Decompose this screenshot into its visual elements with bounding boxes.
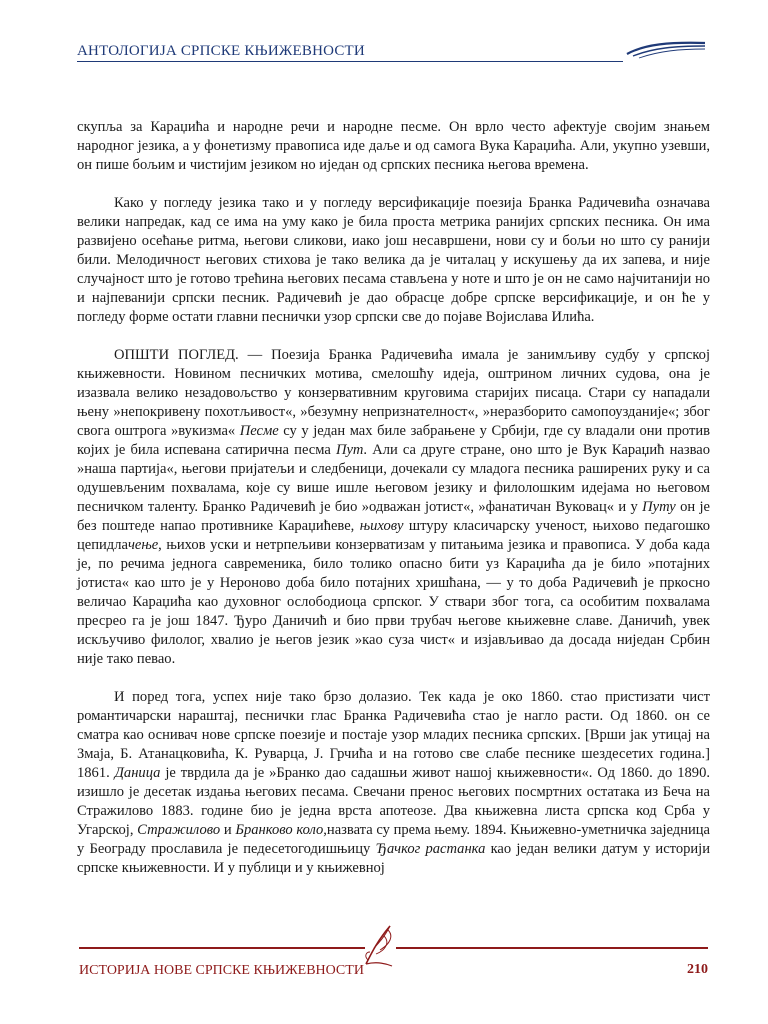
- wave-ornament-icon: [625, 38, 707, 60]
- running-header: [77, 42, 627, 60]
- paragraph-4: И поред тога, успех није тако брзо долазио. Тек када је око 1860. стао пристизати чист романтичарски нараштај, песнички глас Бранка Радичевића стао је нагло расти. Од 1860. он се сматра као оснивач нове српске поезије и постаје узор младих песника српских. [Врши јак утицај на Змаја, Б. Атанацковића, К. Руварца, Ј. Грчића и на готово све слабе песнике шездесетих година.] 1861. Даница је тврдила да је »Бранко дао садашњи живот нашој књижевности«. Од 1860. до 1890. изишло је десетак издања његових песама. Свечани пренос његових посмртних остатака из Беча на Стражилово 1883. године био је једна врста апотеозе. Два књижевна листа српска код Срба у Угарској, Стражилово и Бранково коло,назвата су према њему. 1894. Књижевно-уметничка заједница у Београду прославила је педесетогодишњицу Ђачког растанка као један велики датум у историји српске књижевности. И у публици и у књижевној: [77, 689, 711, 876]
- footer-rule-right: [396, 947, 708, 949]
- page-number: 210: [687, 962, 708, 977]
- paragraph-3: ОПШТИ ПОГЛЕД. — Поезија Бранка Радичевића имала је занимљиву судбу у српској књижевности. Новином песничких мотива, смелошћу идеја, оштрином личних судова, она је изазвала велико незадовољство у конзервативним круговима старијих писаца. Стари су нападали њену »непокривену похотљивост«, »безумну непризнателност«, »неразборито самопоузданије«; због свога оштрога »вукизма« Песме су у један мах биле забрањене у Србији, где су владали они против којих је била испевана сатирична песма Пут. Али са друге стране, оно што је Вук Караџић назвао »наша партија«, његови пријатељи и следбеници, дочекали су младога песника раширених руку и са одушевљеним похвалама, које су више ишле његовом језику и филолошким идејама но његовом песничком таленту. Бранко Радичевић је био »одважан јотист«, »фанатичан Вуковац« и у Путу он је без поштеде напао противнике Караџићеве, њихову штуру класичарску ученост, њихово педагошко цепидлачење, њихов уски и нетрпељиви конзерватизам у питањима језика и правописа. У доба када је, по речима једнога савременика, било толико опасно бити уз Караџића да је било »потајних јотиста« као што је у Нероново доба било потајних хришћана, — у то доба Радичевић је пркосно величао Караџића као духовног ослободиоца српског. У ствари због тога, са особитим похвалама пресрео га је још 1847. Ђуро Даничић и био први трубач његове књижевне славе. Даничић, увек искључиво филолог, хвалио је његов језик »као суза чист« и изјављивао да досада ниједан Србин није тако певао.: [77, 347, 710, 667]
- body-text: [77, 118, 710, 897]
- footer-title: ИСТОРИЈА НОВЕ СРПСКЕ КЊИЖЕВНОСТИ: [79, 963, 364, 978]
- footer-rule-left: [79, 947, 365, 949]
- header-rule: [77, 61, 623, 62]
- paragraph-2: Како у погледу језика тако и у погледу версификације поезија Бранка Радичевића означава велики напредак, кад се има на уму како је била проста метрика ранијих српских песника. Он има развијено осећање ритма, његови сликови, иако још несавршени, нови су и бољи но што су ранији били. Мелодичност његових стихова је тако велика да је читалац у искушењу да их запева, и није случајност што је готово трећина његових песама стављена у ноте и што је он не само најчитанији но и најпеванији српски песник. Радичевић је дао обрасце добре српске версификације, и он ће у погледу форме остати главни песнички узор српски све до појаве Војислава Илића.: [77, 195, 710, 325]
- header-title: АНТОЛОГИЈА СРПСКЕ КЊИЖЕВНОСТИ: [77, 43, 365, 59]
- paragraph-1: скупља за Караџића и народне речи и народне песме. Он врло често афектује својим знањем народног језика, а у фонетизму правописа иде даље и од самога Вука Караџића. Али, укупно узевши, он пише бољим и чистијим језиком но иједан од српских песника његова времена.: [77, 119, 710, 173]
- quill-ornament-icon: [360, 922, 400, 968]
